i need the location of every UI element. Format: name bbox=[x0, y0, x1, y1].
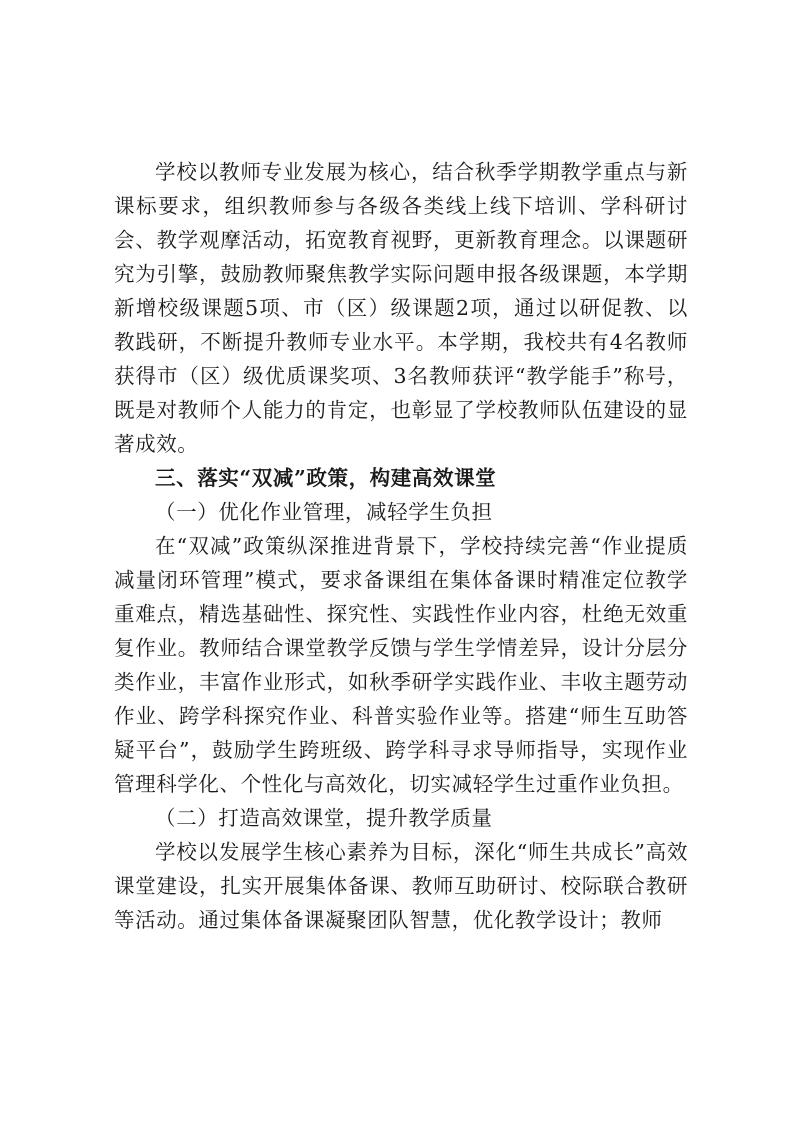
document-body bbox=[114, 155, 688, 937]
paragraph-teacher-development: 学校以教师专业发展为核心，结合秋季学期教学重点与新课标要求，组织教师参与各级各类线上线下培训、学科研讨会、教学观摩活动，拓宽教育视野，更新教育理念。以课题研究为引擎，鼓励教师聚焦教学实际问题申报各级课题，本学期新增校级课题5项、市（区）级课题2项，通过以研促教、以教践研，不断提升教师专业水平。本学期，我校共有4名教师获得市（区）级优质课奖项、3名教师获评“教学能手”称号，既是对教师个人能力的肯定，也彰显了学校教师队伍建设的显著成效。 bbox=[114, 160, 688, 456]
paragraph-homework-management: 在“双减”政策纵深推进背景下，学校持续完善“作业提质减量闭环管理”模式，要求备课组在集体备课时精准定位教学重难点，精选基础性、探究性、实践性作业内容，杜绝无效重复作业。教师结合课堂教学反馈与学生学情差异，设计分层分类作业，丰富作业形式，如秋季研学实践作业、丰收主题劳动作业、跨学科探究作业、科普实验作业等。搭建“师生互助答疑平台”，鼓励学生跨班级、跨学科寻求导师指导，实现作业管理科学化、个性化与高效化，切实减轻学生过重作业负担。 bbox=[114, 534, 688, 796]
paragraph-efficient-classroom: 学校以发展学生核心素养为目标，深化“师生共成长”高效课堂建设，扎实开展集体备课、教师互助研讨、校际联合教研等活动。通过集体备课凝聚团队智慧，优化教学设计；教师 bbox=[114, 840, 688, 932]
subheading-efficient-classroom: （二）打造高效课堂，提升教学质量 bbox=[155, 806, 493, 830]
section-heading-double-reduction: 三、落实“双减”政策，构建高效课堂 bbox=[155, 466, 497, 490]
subheading-homework-management: （一）优化作业管理，减轻学生负担 bbox=[155, 500, 493, 524]
